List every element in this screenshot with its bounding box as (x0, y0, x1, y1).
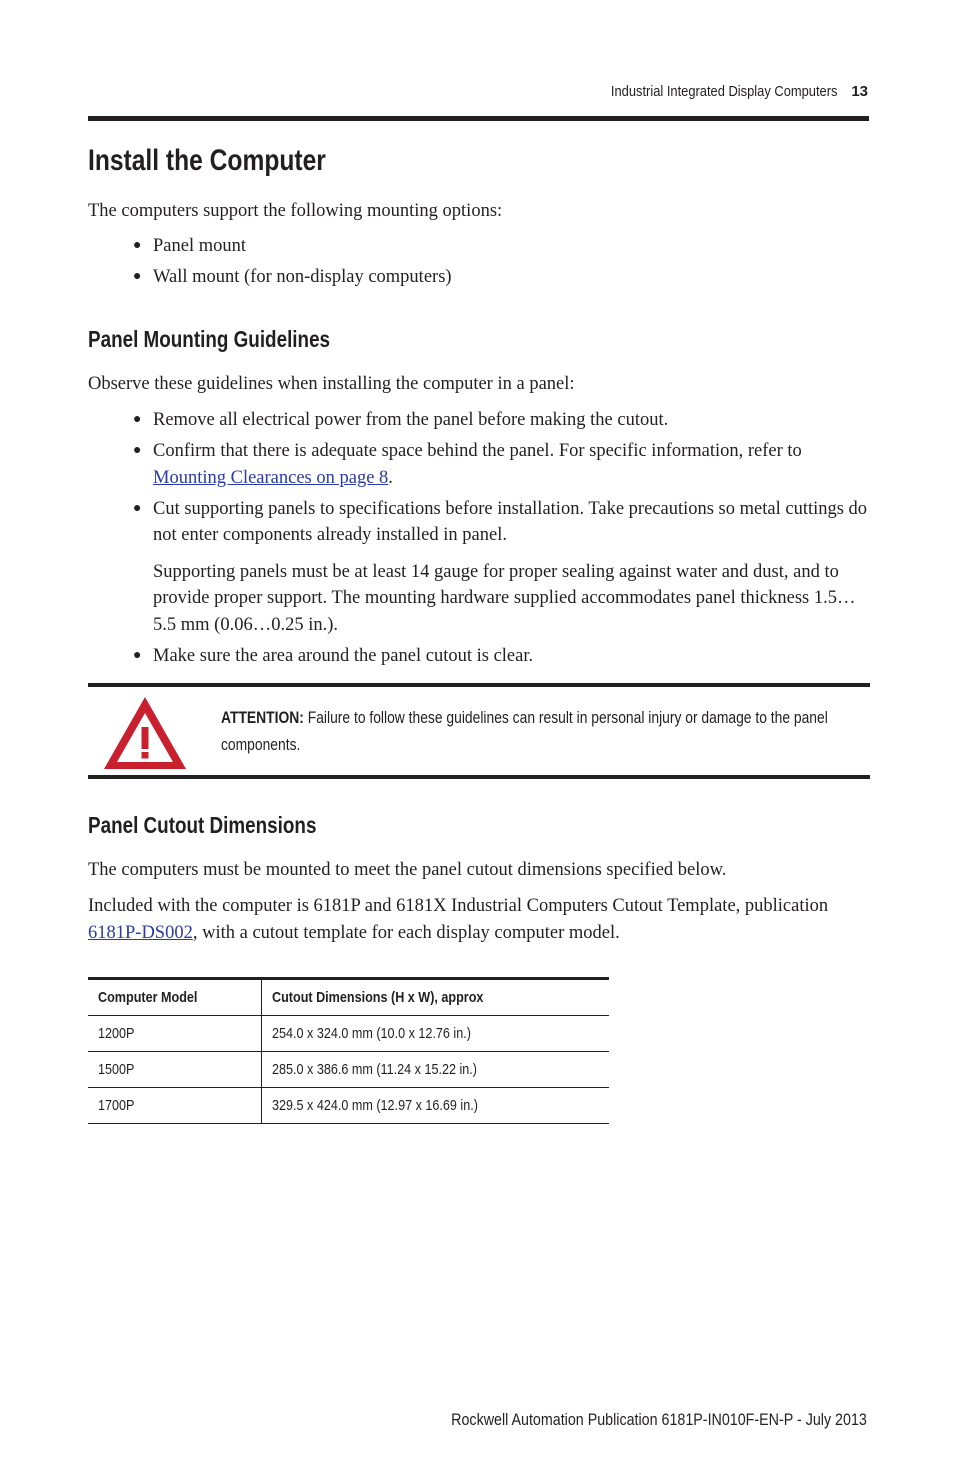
cutout-paragraph-1: The computers must be mounted to meet the panel cutout dimensions specified below. (88, 860, 727, 880)
supporting-panels-note: Supporting panels must be at least 14 gauge for proper sealing against water and dust, and to provide proper support. The mounting hardware supplied accommodates panel thickness 1.5…5.5 mm (0.06…0.25 in.). (153, 561, 856, 635)
bullet-icon: ● (133, 412, 142, 427)
cutout-paragraph-2: Included with the computer is 6181P and 6181X Industrial Computers Cutout Template, publication 6181P-DS002, with a cutout template for each display computer model. (88, 896, 829, 943)
table-cell: 285.0 x 386.6 mm (11.24 x 15.22 in.) (261, 1052, 609, 1088)
guidelines-intro: Observe these guidelines when installing the computer in a panel: (88, 374, 575, 394)
bullet-icon: ● (133, 647, 142, 663)
footer: Rockwell Automation Publication 6181P-IN010F-EN-P - July 2013 (451, 1410, 867, 1429)
running-head-title: Industrial Integrated Display Computers (610, 83, 838, 100)
running-head (574, 83, 868, 100)
column-header: Computer Model (88, 979, 261, 1016)
attention-label: ATTENTION: (221, 709, 304, 727)
column-header: Cutout Dimensions (H x W), approx (261, 979, 609, 1016)
warning-triangle-icon (101, 693, 189, 773)
bullet-icon: ● (133, 500, 142, 516)
publication-link[interactable]: 6181P-DS002 (88, 922, 193, 943)
list-item: ● Cut supporting panels to specifications before installation. Take precautions so metal cuttings do not enter components already installed in panel. Supporting panels must be at least 14 gauge for proper sealing against water and dust, and to provide proper support. The mounting hardware supplied accommodates panel thickness 1.5…5.5 mm (0.06…0.25 in.). (88, 496, 868, 639)
table-cell: 1200P (88, 1016, 261, 1052)
table-cell: 329.5 x 424.0 mm (12.97 x 16.69 in.) (261, 1088, 609, 1124)
attention-message: Failure to follow these guidelines can result in personal injury or damage to the panel components. (221, 709, 828, 754)
table-cell: 254.0 x 324.0 mm (10.0 x 12.76 in.) (261, 1016, 609, 1052)
guidelines-list (88, 407, 868, 674)
table-header-row (88, 979, 609, 1016)
list-item: ● Make sure the area around the panel cutout is clear. (88, 643, 868, 670)
list-item: ● Wall mount (for non-display computers) (88, 264, 868, 291)
table-cell: 1700P (88, 1088, 261, 1124)
bullet-icon: ● (133, 269, 142, 284)
table-row (88, 1052, 609, 1088)
attention-box (88, 683, 870, 779)
bullet-icon: ● (133, 238, 142, 253)
attention-text (221, 705, 881, 759)
page-title: Install the Computer (88, 144, 326, 177)
list-item: ● Panel mount (88, 233, 868, 260)
list-item: ● Remove all electrical power from the panel before making the cutout. (88, 407, 868, 434)
section-heading-cutout: Panel Cutout Dimensions (88, 812, 317, 838)
cutout-dimensions-table (88, 977, 609, 1124)
table-row (88, 1088, 609, 1124)
page-number: 13 (851, 83, 868, 100)
section-heading-panel-guidelines: Panel Mounting Guidelines (88, 326, 331, 352)
table-cell: 1500P (88, 1052, 261, 1088)
header-rule (88, 116, 869, 121)
table-row (88, 1016, 609, 1052)
mounting-options-list (88, 233, 868, 295)
intro-paragraph: The computers support the following mounting options: (88, 201, 503, 221)
list-item: ● Confirm that there is adequate space behind the panel. For specific information, refer to Mounting Clearances on page 8. (88, 438, 868, 491)
bullet-icon: ● (133, 443, 142, 458)
mounting-clearances-link[interactable]: Mounting Clearances on page 8 (153, 467, 389, 488)
